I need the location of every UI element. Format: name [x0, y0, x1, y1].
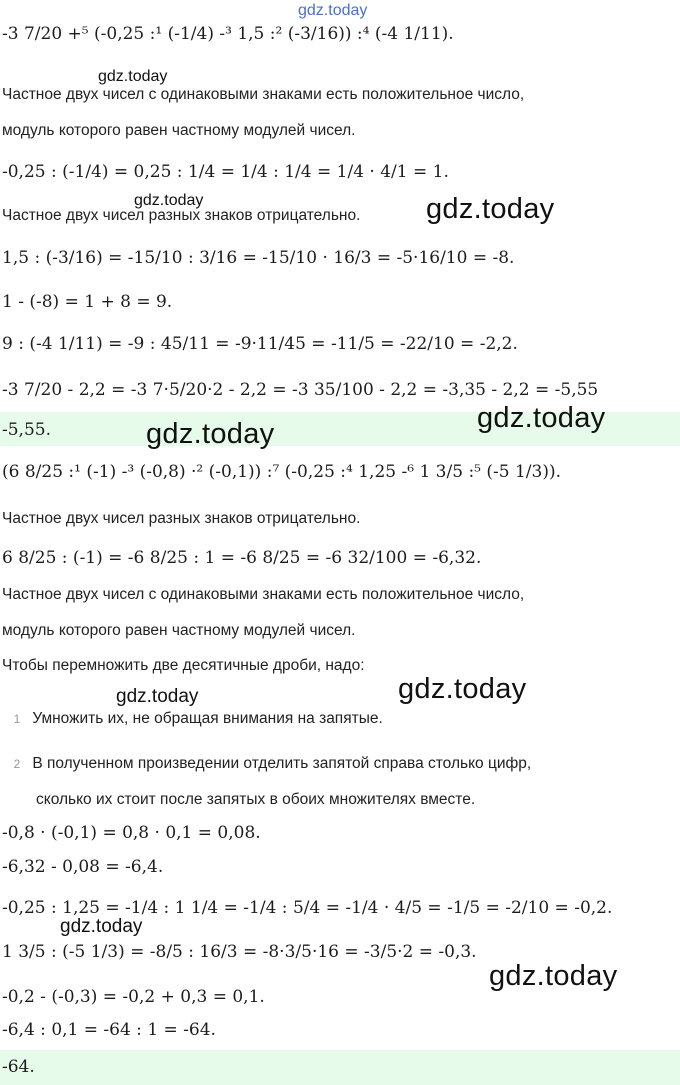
- watermark-large-5: gdz.today: [489, 960, 618, 992]
- calc-step-2: 1,5 : (-3/16) = -15/10 : 3/16 = -15/10 · 16/3 = -5·16/10 = -8.: [2, 248, 515, 268]
- expression-2: (6 8/25 :¹ (-1) -³ (-0,8) ·² (-0,1)) :⁷ (-0,25 :⁴ 1,25 -⁶ 1 3/5 :⁵ (-5 1/3)).: [2, 462, 562, 482]
- rule-same-sign-1: Частное двух чисел с одинаковыми знаками есть положительное число,: [2, 86, 525, 103]
- calc-step-11: -0,2 - (-0,3) = -0,2 + 0,3 = 0,1.: [2, 987, 265, 1007]
- answer-1: -5,55.: [2, 420, 51, 440]
- expression-1: -3 7/20 +⁵ (-0,25 :¹ (-1/4) -³ 1,5 :² (-3/16)) :⁴ (-4 1/11).: [2, 24, 454, 44]
- calc-step-9: -0,25 : 1,25 = -1/4 : 1 1/4 = -1/4 : 5/4 = -1/4 · 4/5 = -1/5 = -2/10 = -0,2.: [2, 898, 613, 918]
- calc-step-10: 1 3/5 : (-5 1/3) = -8/5 : 16/3 = -8·3/5·16 = -3/5·2 = -0,3.: [2, 942, 477, 962]
- calc-step-3: 1 - (-8) = 1 + 8 = 9.: [2, 292, 173, 312]
- rule-decimal-step-1-text: Умножить их, не обращая внимания на запятые.: [32, 710, 383, 727]
- watermark-large-4: gdz.today: [398, 673, 527, 705]
- list-marker-1: 1: [13, 712, 21, 726]
- watermark-small-1: gdz.today: [98, 68, 168, 85]
- watermark-small-3: gdz.today: [116, 686, 199, 707]
- calc-step-7: -0,8 · (-0,1) = 0,8 · 0,1 = 0,08.: [2, 823, 261, 843]
- answer-2: -64.: [2, 1057, 35, 1077]
- list-marker-2: 2: [13, 757, 21, 771]
- watermark-small-2: gdz.today: [134, 192, 204, 209]
- rule-decimal-intro: Чтобы перемножить две десятичные дроби, надо:: [2, 657, 365, 674]
- rule-decimal-step-2: [6, 755, 531, 773]
- rule-diff-sign-1: Частное двух чисел разных знаков отрицательно.: [2, 207, 361, 224]
- rule-decimal-step-2-text: В полученном произведении отделить запятой справа столько цифр,: [32, 755, 532, 772]
- watermark-large-1: gdz.today: [426, 193, 555, 225]
- watermark-large-3: gdz.today: [146, 418, 275, 450]
- rule-same-sign-3: Частное двух чисел с одинаковыми знаками есть положительное число,: [2, 586, 525, 603]
- watermark-top: gdz.today: [298, 2, 368, 19]
- rule-same-sign-4: модуль которого равен частному модулей чисел.: [2, 622, 356, 639]
- rule-diff-sign-2: Частное двух чисел разных знаков отрицательно.: [2, 510, 361, 527]
- rule-decimal-step-1: [6, 710, 383, 728]
- calc-step-1: -0,25 : (-1/4) = 0,25 : 1/4 = 1/4 : 1/4 = 1/4 · 4/1 = 1.: [2, 162, 449, 182]
- watermark-small-4: gdz.today: [60, 916, 143, 937]
- calc-step-8: -6,32 - 0,08 = -6,4.: [2, 857, 164, 877]
- watermark-large-2: gdz.today: [477, 402, 606, 434]
- rule-same-sign-2: модуль которого равен частному модулей чисел.: [2, 122, 356, 139]
- calc-step-12: -6,4 : 0,1 = -64 : 1 = -64.: [2, 1020, 216, 1040]
- calc-step-5: -3 7/20 - 2,2 = -3 7·5/20·2 - 2,2 = -3 35/100 - 2,2 = -3,35 - 2,2 = -5,55: [2, 380, 599, 400]
- calc-step-6: 6 8/25 : (-1) = -6 8/25 : 1 = -6 8/25 = -6 32/100 = -6,32.: [2, 548, 482, 568]
- calc-step-4: 9 : (-4 1/11) = -9 : 45/11 = -9·11/45 = -11/5 = -22/10 = -2,2.: [2, 334, 518, 354]
- rule-decimal-step-2-cont: сколько их стоит после запятых в обоих множителях вместе.: [36, 791, 476, 808]
- answer-band-2: [0, 1050, 680, 1085]
